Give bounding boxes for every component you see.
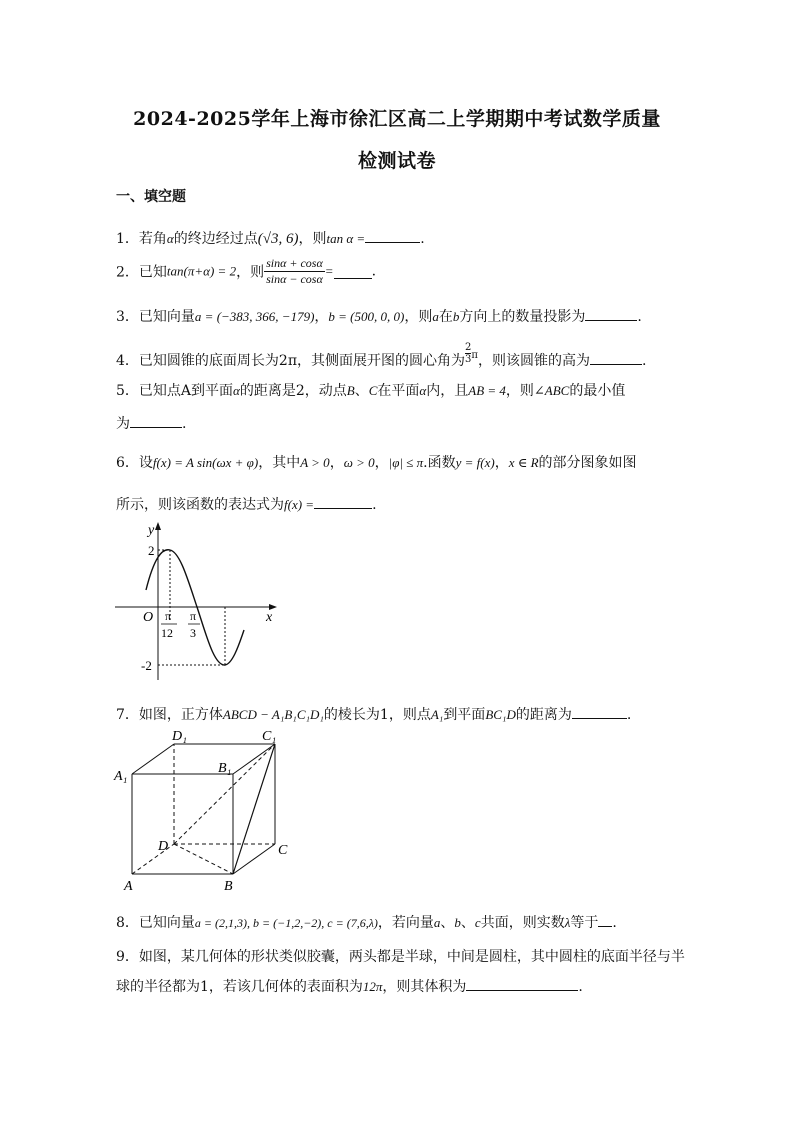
section-heading: 一、填空题 (116, 189, 186, 205)
question-7: 7．如图，正方体ABCD − A₁B₁C₁D₁的棱长为1，则点A₁到平面BC₁D的距离为 . (116, 704, 631, 724)
fraction: $\frac{2}{3}$ (465, 341, 472, 365)
edge-B1C1 (233, 744, 275, 774)
diag-BC1 (233, 744, 275, 874)
label-A: A (124, 879, 133, 894)
question-8: 8．已知向量a = (2,1,3), b = (−1,2,−2), c = (7,6,λ)，若向量a、b、c共面，则实数λ等于 . (116, 912, 617, 932)
answer-blank[interactable] (314, 494, 372, 509)
answer-blank[interactable] (365, 228, 420, 243)
label-A1: A₁ (114, 769, 128, 784)
answer-blank[interactable] (598, 912, 612, 927)
question-3: 3．已知向量a = (−383, 366, −179)，b = (500, 0, 0)，则a在b方向上的数量投影为 . (116, 306, 642, 326)
page-title-line2: 检测试卷 (357, 150, 436, 172)
y-axis-arrow (155, 522, 161, 530)
label-D: D (158, 839, 169, 854)
answer-blank[interactable] (130, 413, 182, 428)
question-5: 5．已知点A到平面α的距离是2，动点B、C在平面α内，且AB = 4，则∠ABC的最小值 (116, 383, 626, 399)
answer-blank[interactable] (334, 264, 372, 279)
question-1: 1．若角α的终边经过点(√3, 6)，则tan α = . (116, 228, 425, 248)
label-B: B (224, 879, 233, 894)
question-9: 9．如图，某几何体的形状类似胶囊，两头都是半球，中间是圆柱，其中圆柱的底面半径与半 (116, 949, 685, 965)
answer-blank[interactable] (466, 976, 578, 991)
label-D1: D₁ (172, 729, 187, 744)
label-B1: B₁ (218, 761, 232, 776)
question-2: 2．已知tan(π+α) = 2，则 $\frac{\sin\alpha + \cos\alpha}{\sin\alpha - \cos\alpha}$ = . (116, 256, 377, 286)
question-4: 4．已知圆锥的底面周长为2π，其侧面展开图的圆心角为 $\frac{2}{3}$ $^\pi$，则该圆锥的高为 . (116, 341, 647, 369)
edge-A1D1 (132, 744, 174, 774)
y-axis-label: y (148, 523, 155, 538)
y-min-label: -2 (141, 658, 152, 673)
label-C: C (278, 843, 288, 858)
tick2-denominator: 3 (190, 626, 196, 640)
tick1-denominator: 12 (161, 626, 173, 640)
tick1-numerator: π (165, 609, 172, 623)
y-max-label: 2 (148, 543, 155, 558)
question-5-continued: 为 . (116, 413, 186, 433)
sine-graph-figure (110, 520, 290, 685)
tick2-numerator: π (190, 609, 197, 623)
answer-blank[interactable] (585, 306, 637, 321)
cube-figure (112, 728, 302, 896)
edge-BC (233, 844, 275, 874)
label-C1: C₁ (262, 729, 277, 744)
question-9-continued: 球的半径都为1，若该几何体的表面积为12π，则其体积为 . (116, 976, 583, 996)
diag-DC1-hidden (174, 744, 275, 844)
origin-label: O (143, 610, 154, 625)
x-axis-label: x (266, 610, 273, 625)
fraction: $\frac{\sin\alpha + \cos\alpha}{\sin\alpha - \cos\alpha}$ (266, 256, 323, 286)
question-6: 6．设f(x) = A sin(ωx + φ)，其中A > 0，ω > 0，|φ| ≤ π.函数y = f(x)，x ∈ R的部分图象如图 (116, 455, 637, 471)
diag-DB-hidden (174, 844, 233, 874)
answer-blank[interactable] (590, 350, 642, 365)
answer-blank[interactable] (572, 704, 627, 719)
question-6-continued: 所示，则该函数的表达式为f(x) = . (116, 494, 377, 514)
page-title-line1: 2024-2025学年上海市徐汇区高二上学期期中考试数学质量 (133, 108, 661, 130)
